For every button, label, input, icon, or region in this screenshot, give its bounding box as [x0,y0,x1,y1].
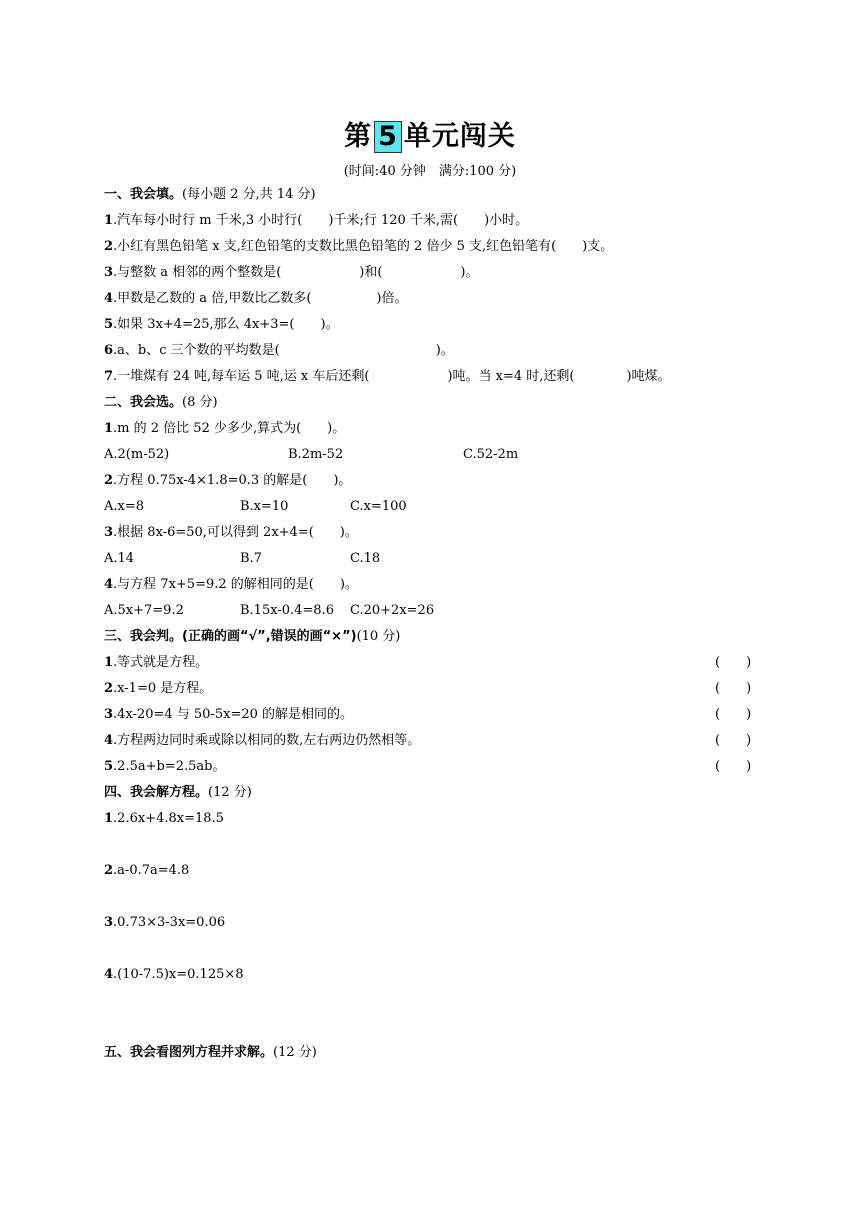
option-b: B.2m-52 [288,447,344,462]
equation-item: 3.0.73×3-3x=0.06 [104,915,226,930]
option-a: A.5x+7=9.2 [104,603,184,618]
exam-meta: (时间:40 分钟 满分:100 分) [343,164,517,179]
fill-question: 7.一堆煤有 24 吨,每车运 5 吨,运 x 车后还剩( )吨。当 x=4 时,还剩( )吨煤。 [104,369,671,384]
page-title [0,114,860,153]
answer-parentheses: ( ) [715,681,752,696]
fill-question: 1.汽车每小时行 m 千米,3 小时行( )千米;行 120 千米,需( )小时。 [104,213,529,228]
section-1-heading: 一、我会填。(每小题 2 分,共 14 分) [104,187,316,202]
judge-question: 4.方程两边同时乘或除以相同的数,左右两边仍然相等。 [104,733,421,748]
option-a: A.2(m-52) [104,447,170,462]
option-b: B.7 [240,551,262,566]
fill-question: 2.小红有黑色铅笔 x 支,红色铅笔的支数比黑色铅笔的 2 倍少 5 支,红色铅笔有( )支。 [104,239,614,254]
option-b: B.x=10 [240,499,289,514]
judge-question: 1.等式就是方程。 [104,655,209,670]
unit-number-highlight: 5 [374,121,402,153]
section-4-heading: 四、我会解方程。(12 分) [104,785,252,800]
answer-parentheses: ( ) [715,733,752,748]
option-c: C.18 [350,551,381,566]
option-a: A.14 [104,551,135,566]
equation-item: 1.2.6x+4.8x=18.5 [104,811,224,826]
fill-question: 6.a、b、c 三个数的平均数是( )。 [104,343,454,358]
answer-parentheses: ( ) [715,759,752,774]
option-a: A.x=8 [104,499,145,514]
option-c: C.52-2m [463,447,519,462]
answer-parentheses: ( ) [715,707,752,722]
fill-question: 4.甲数是乙数的 a 倍,甲数比乙数多( )倍。 [104,291,408,306]
fill-question: 5.如果 3x+4=25,那么 4x+3=( )。 [104,317,339,332]
option-c: C.20+2x=26 [350,603,435,618]
choice-options [104,498,604,516]
judge-question: 3.4x-20=4 与 50-5x=20 的解是相同的。 [104,707,354,722]
choice-question: 4.与方程 7x+5=9.2 的解相同的是( )。 [104,577,358,592]
section-2-heading: 二、我会选。(8 分) [104,395,218,410]
title-suffix: 单元闯关 [403,121,516,152]
option-c: C.x=100 [350,499,407,514]
choice-options [104,446,604,464]
choice-question: 2.方程 0.75x-4×1.8=0.3 的解是( )。 [104,473,352,488]
choice-question: 1.m 的 2 倍比 52 少多少,算式为( )。 [104,421,346,436]
choice-question: 3.根据 8x-6=50,可以得到 2x+4=( )。 [104,525,358,540]
judge-question: 2.x-1=0 是方程。 [104,681,213,696]
judge-question: 5.2.5a+b=2.5ab。 [104,759,226,774]
section-5-heading: 五、我会看图列方程并求解。(12 分) [104,1045,317,1060]
section-3-heading: 三、我会判。(正确的画“√”,错误的画“×”)(10 分) [104,629,401,644]
choice-options [104,602,604,620]
equation-item: 2.a-0.7a=4.8 [104,863,190,878]
choice-options [104,550,604,568]
title-prefix: 第 [344,121,373,152]
equation-item: 4.(10-7.5)x=0.125×8 [104,967,244,982]
option-b: B.15x-0.4=8.6 [240,603,334,618]
answer-parentheses: ( ) [715,655,752,670]
fill-question: 3.与整数 a 相邻的两个整数是( )和( )。 [104,265,479,280]
